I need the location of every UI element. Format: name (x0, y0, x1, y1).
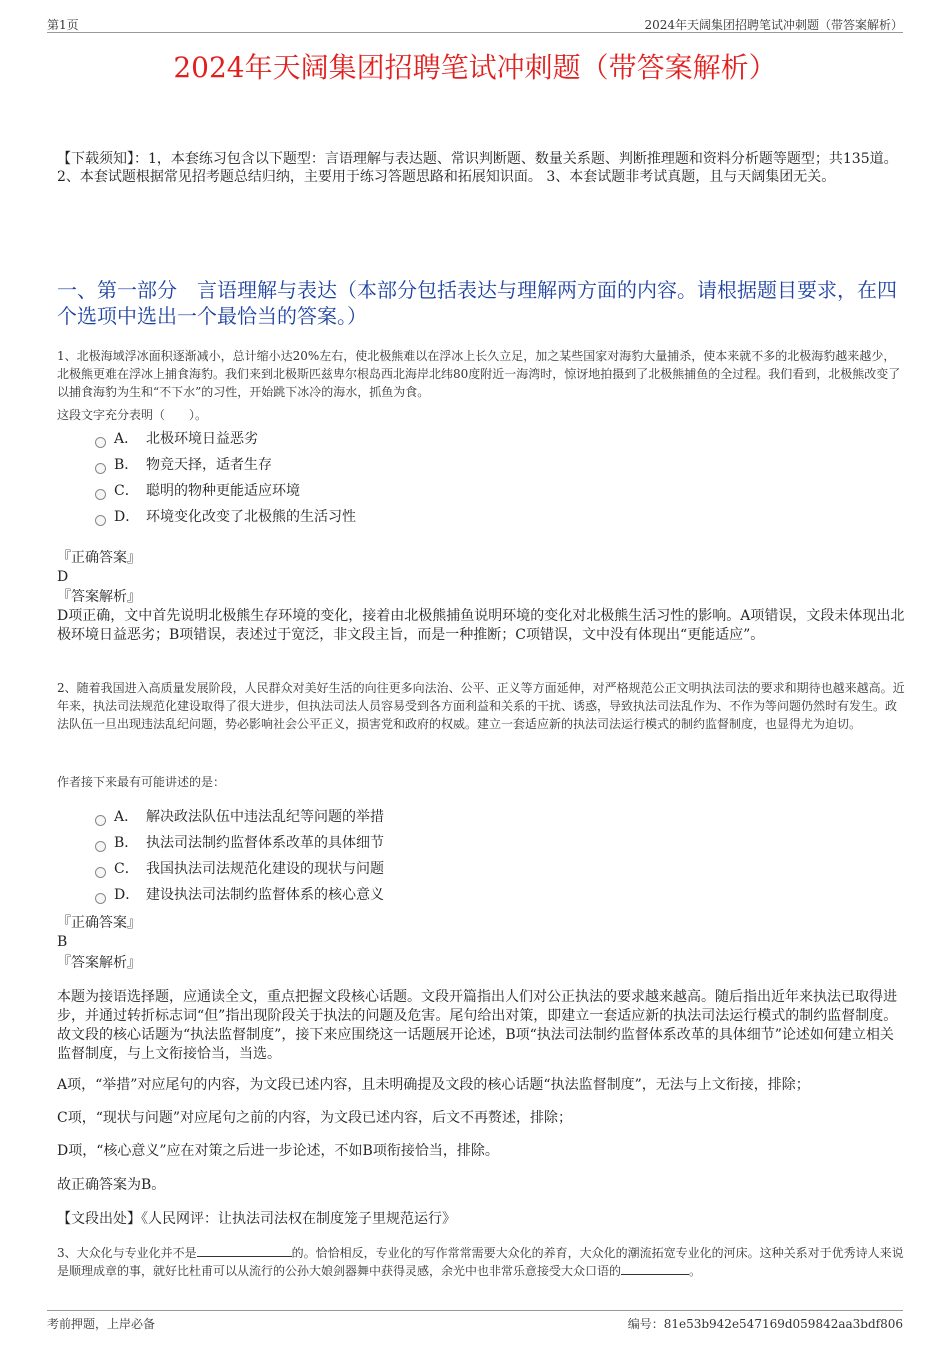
radio-icon[interactable] (95, 841, 106, 852)
radio-icon[interactable] (95, 437, 106, 448)
footer-serial: 编号：81e53b942e547169d059842aa3bdf806 (627, 1317, 903, 1331)
download-notice: 【下载须知】：1，本套练习包含以下题型：言语理解与表达题、常识判断题、数量关系题、判断推理题和资料分析题等题型；共135道。 2、本套试题根据常见招考题总结归纳，主要用于练习答题思路和拓展知识面。 3、本套试题非考试真题，且与天阔集团无关。 (57, 151, 898, 185)
answer-label: 『正确答案』 (57, 550, 141, 566)
option-c[interactable]: C． 我国执法司法规范化建设的现状与问题 (95, 856, 384, 882)
question-1-options (95, 426, 356, 530)
analysis-paragraph-5: 故正确答案为B。 (57, 1177, 166, 1193)
analysis-label: 『答案解析』 (57, 955, 141, 971)
page-number: 第1页 (47, 18, 79, 32)
option-a[interactable]: A． 解决政法队伍中违法乱纪等问题的举措 (95, 804, 384, 830)
question-2-options (95, 804, 384, 908)
question-3-stem: 3、大众化与专业化并不是 的。恰恰相反，专业化的写作常常需要大众化的养育，大众化的潮流拓宽专业化的河床。这种关系对于优秀诗人来说是顺理成章的事，就好比杜甫可以从流行的公孙大娘剑器舞中获得灵感，余光中也非常乐意接受大众口语的 。 (57, 1246, 904, 1278)
radio-icon[interactable] (95, 489, 106, 500)
question-1-stem: 1、北极海域浮冰面积逐渐减小，总计缩小达20%左右，使北极熊难以在浮冰上长久立足，加之某些国家对海豹大量捕杀，使本来就不多的北极海豹越来越少，北极熊更难在浮冰上捕食海豹。我们来到北极斯匹兹卑尔根岛西北海岸北纬80度附近一海湾时，惊讶地拍摄到了北极熊捕鱼的全过程。我们看到，北极熊改变了以捕食海豹为生和“不下水”的习性，开始跳下冰冷的海水，抓鱼为食。 (57, 349, 901, 399)
source-citation: 【文段出处】《人民网评：让执法司法权在制度笼子里规范运行》 (57, 1211, 456, 1227)
fill-blank[interactable] (197, 1246, 292, 1257)
radio-icon[interactable] (95, 893, 106, 904)
page-footer (47, 1310, 903, 1332)
section-heading: 一、第一部分 言语理解与表达（本部分包括表达与理解两方面的内容。请根据题目要求，在四个选项中选出一个最恰当的答案。） (57, 278, 897, 328)
option-c[interactable]: C． 聪明的物种更能适应环境 (95, 478, 356, 504)
answer-label: 『正确答案』 (57, 915, 141, 931)
option-d[interactable]: D． 环境变化改变了北极熊的生活习性 (95, 504, 356, 530)
radio-icon[interactable] (95, 815, 106, 826)
option-b[interactable]: B． 物竞天择，适者生存 (95, 452, 356, 478)
fill-blank[interactable] (621, 1264, 689, 1275)
option-a[interactable]: A． 北极环境日益恶劣 (95, 426, 356, 452)
radio-icon[interactable] (95, 463, 106, 474)
analysis-paragraph-2: A项，“举措”对应尾句的内容，为文段已述内容，且未明确提及文段的核心话题“执法监督制度”，无法与上文衔接，排除； (57, 1077, 810, 1093)
radio-icon[interactable] (95, 515, 106, 526)
page-header (47, 14, 903, 33)
document-title: 2024年天阔集团招聘笔试冲刺题（带答案解析） (173, 51, 777, 84)
answer-value: B (57, 934, 68, 950)
option-b[interactable]: B． 执法司法制约监督体系改革的具体细节 (95, 830, 384, 856)
analysis-paragraph-4: D项，“核心意义”应在对策之后进一步论述，不如B项衔接恰当，排除。 (57, 1143, 499, 1159)
analysis-text: D项正确，文中首先说明北极熊生存环境的变化，接着由北极熊捕鱼说明环境的变化对北极熊生活习性的影响。A项错误，文段未体现出北极环境日益恶劣；B项错误，表述过于宽泛，非文段主旨，而是一种推断；C项错误，文中没有体现出“更能适应”。 (57, 608, 905, 643)
footer-slogan: 考前押题，上岸必备 (47, 1317, 156, 1331)
analysis-paragraph-1: 本题为接语选择题，应通读全文，重点把握文段核心话题。文段开篇指出人们对公正执法的要求越来越高。随后指出近年来执法已取得进步，并通过转折标志词“但”指出现阶段关于执法的问题及危害。尾句给出对策，即建立一套适应新的执法司法运行模式的制约监督制度。故文段的核心话题为“执法监督制度”，接下来应围绕这一话题展开论述，B项“执法司法制约监督体系改革的具体细节”论述如何建立相关监督制度，与上文衔接恰当，当选。 (57, 989, 898, 1062)
answer-value: D (57, 569, 69, 585)
analysis-paragraph-3: C项，“现状与问题”对应尾句之前的内容，为文段已述内容，后文不再赘述，排除； (57, 1110, 573, 1126)
question-2-stem: 2、随着我国进入高质量发展阶段，人民群众对美好生活的向往更多向法治、公平、正义等方面延伸，对严格规范公正文明执法司法的要求和期待也越来越高。近年来，执法司法规范化建设取得了很大进步，但执法司法人员容易受到各方面利益和关系的干扰、诱惑，导致执法司法乱作为、不作为等问题仍然时有发生。政法队伍一旦出现违法乱纪问题，势必影响社会公平正义，损害党和政府的权威。建立一套适应新的执法司法运行模式的制约监督制度，也显得尤为迫切。 (57, 681, 905, 731)
option-d[interactable]: D． 建设执法司法制约监督体系的核心意义 (95, 882, 384, 908)
header-doc-title: 2024年天阔集团招聘笔试冲刺题（带答案解析） (644, 18, 903, 32)
question-1-ask: 这段文字充分表明（ ）。 (57, 408, 208, 422)
question-2-ask: 作者接下来最有可能讲述的是： (57, 775, 226, 789)
radio-icon[interactable] (95, 867, 106, 878)
analysis-label: 『答案解析』 (57, 589, 141, 605)
